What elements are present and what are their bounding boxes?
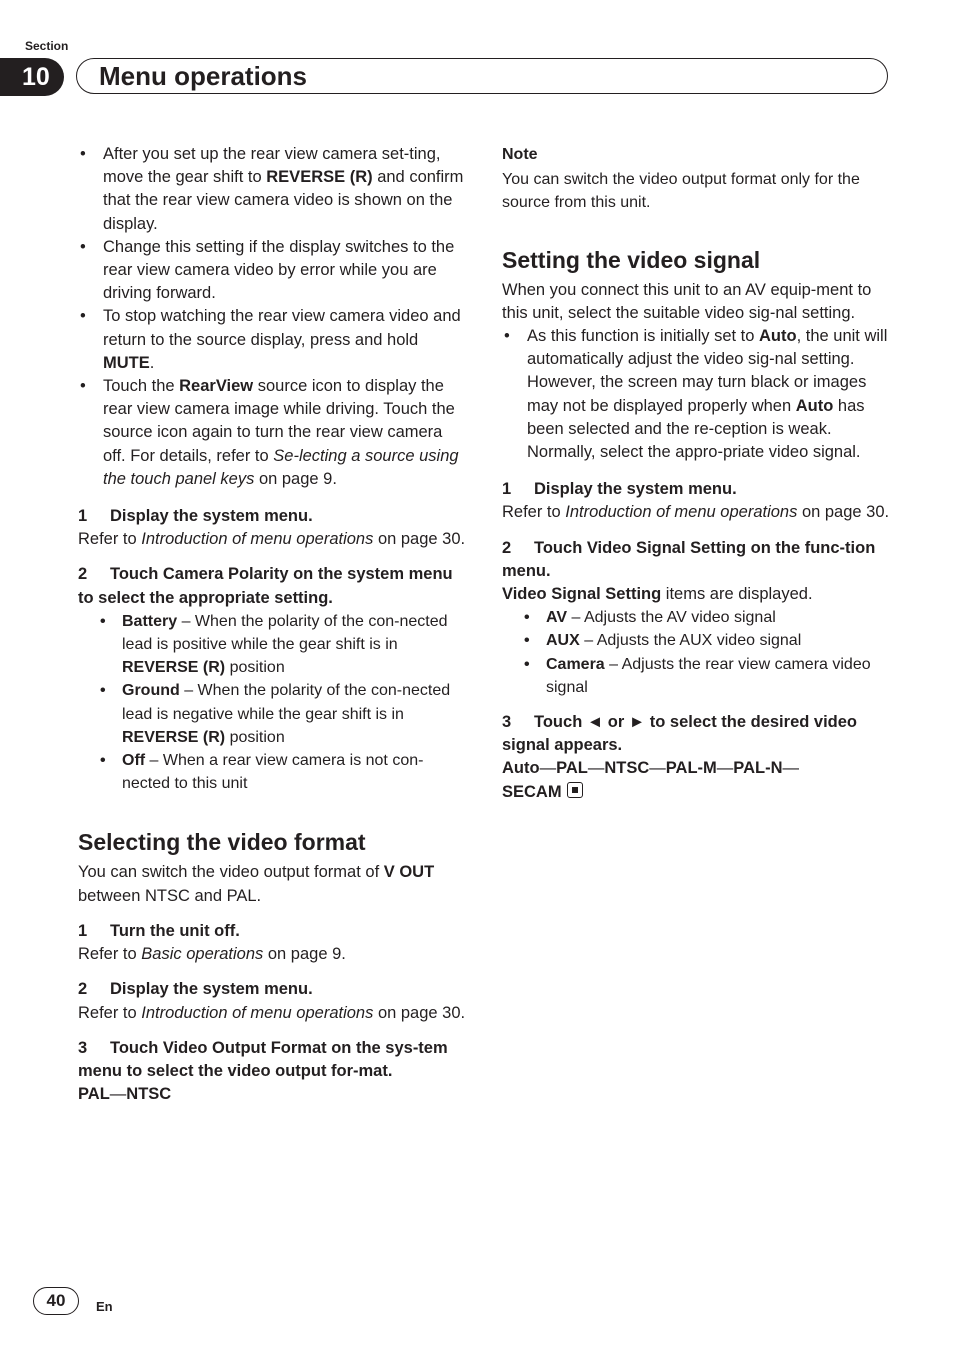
list-item: • Ground – When the polarity of the con-nected lead is negative while the gear shift is in REVERSE (R) position [98, 679, 466, 749]
list-item: • Battery – When the polarity of the con-nected lead is positive while the gear shift is in REVERSE (R) position [98, 610, 466, 680]
section-heading: Selecting the video format [78, 829, 366, 856]
list-item: • Change this setting if the display switches to the rear view camera video by error while you are driving forward. [78, 236, 466, 306]
page-title: Menu operations [99, 61, 308, 91]
section-number-tab: 10 [0, 58, 64, 96]
page-number: 40 [33, 1287, 79, 1315]
step-heading: 2 Display the system menu. [78, 980, 313, 999]
polarity-options-list [98, 610, 466, 796]
list-item: • AV – Adjusts the AV video signal [522, 606, 892, 629]
step-heading: 1 Display the system menu. [78, 507, 313, 526]
note-title: Note [502, 146, 538, 163]
step-reference: Refer to Introduction of menu operations on page 30. [78, 530, 466, 549]
step-heading: 2 Touch Camera Polarity on the system menu to select the appropriate setting. [78, 565, 453, 607]
step-reference: Refer to Introduction of menu operations on page 30. [78, 1003, 466, 1022]
signal-options-sequence: Auto—PAL—NTSC—PAL-M—PAL-N— SECAM [502, 759, 799, 801]
language-code: En [96, 1299, 113, 1314]
left-column [78, 143, 466, 1106]
step-heading: 1 Turn the unit off. [78, 921, 240, 940]
format-options-sequence: PAL—NTSC [78, 1085, 172, 1104]
step-reference: Refer to Introduction of menu operations on page 30. [502, 503, 890, 522]
title-banner [76, 58, 888, 94]
step-reference: Refer to Basic operations on page 9. [78, 945, 346, 964]
list-item: • To stop watching the rear view camera video and return to the source display, press and hold MUTE. [78, 305, 466, 375]
step-heading: 3 Touch ◄ or ► to select the desired video signal appears. [502, 713, 857, 755]
step-heading: 1 Display the system menu. [502, 480, 737, 499]
stop-square-icon [567, 782, 583, 798]
camera-tips-list [78, 143, 466, 491]
video-signal-notes-list [502, 325, 892, 464]
step-heading: 2 Touch Video Signal Setting on the func-tion menu. [502, 538, 876, 580]
list-item: • Camera – Adjusts the rear view camera video signal [522, 653, 892, 699]
section-intro: You can switch the video output format of V OUT between NTSC and PAL. [78, 863, 435, 905]
section-label: Section [25, 39, 69, 53]
list-item: • AUX – Adjusts the AUX video signal [522, 629, 892, 652]
list-item: • Touch the RearView source icon to display the rear view camera image while driving. Touch the source icon again to turn the rear view camera off. For details, refer to Se-lecting a source using the touch panel keys on page 9. [78, 375, 466, 491]
step-heading: 3 Touch Video Output Format on the sys-tem menu to select the video output for-mat. [78, 1038, 448, 1080]
step-detail: Video Signal Setting items are displayed. [502, 585, 813, 604]
note-text: You can switch the video output format only for the source from this unit. [502, 171, 860, 212]
list-item: • Off – When a rear view camera is not con-nected to this unit [98, 749, 466, 795]
section-intro: When you connect this unit to an AV equip-ment to this unit, select the suitable video sig-nal setting. [502, 280, 872, 322]
list-item: • As this function is initially set to Auto, the unit will automatically adjust the video sig-nal setting. However, the screen may turn black or images may not be displayed properly when Auto has been selected and the re-ception is weak. Normally, select the appro-priate video signal. [502, 325, 892, 464]
right-column [502, 143, 892, 804]
section-heading: Setting the video signal [502, 246, 761, 273]
list-item: • After you set up the rear view camera set-ting, move the gear shift to REVERSE (R) and confirm that the rear view camera video is shown on the display. [78, 143, 466, 236]
signal-items-list [522, 606, 892, 699]
